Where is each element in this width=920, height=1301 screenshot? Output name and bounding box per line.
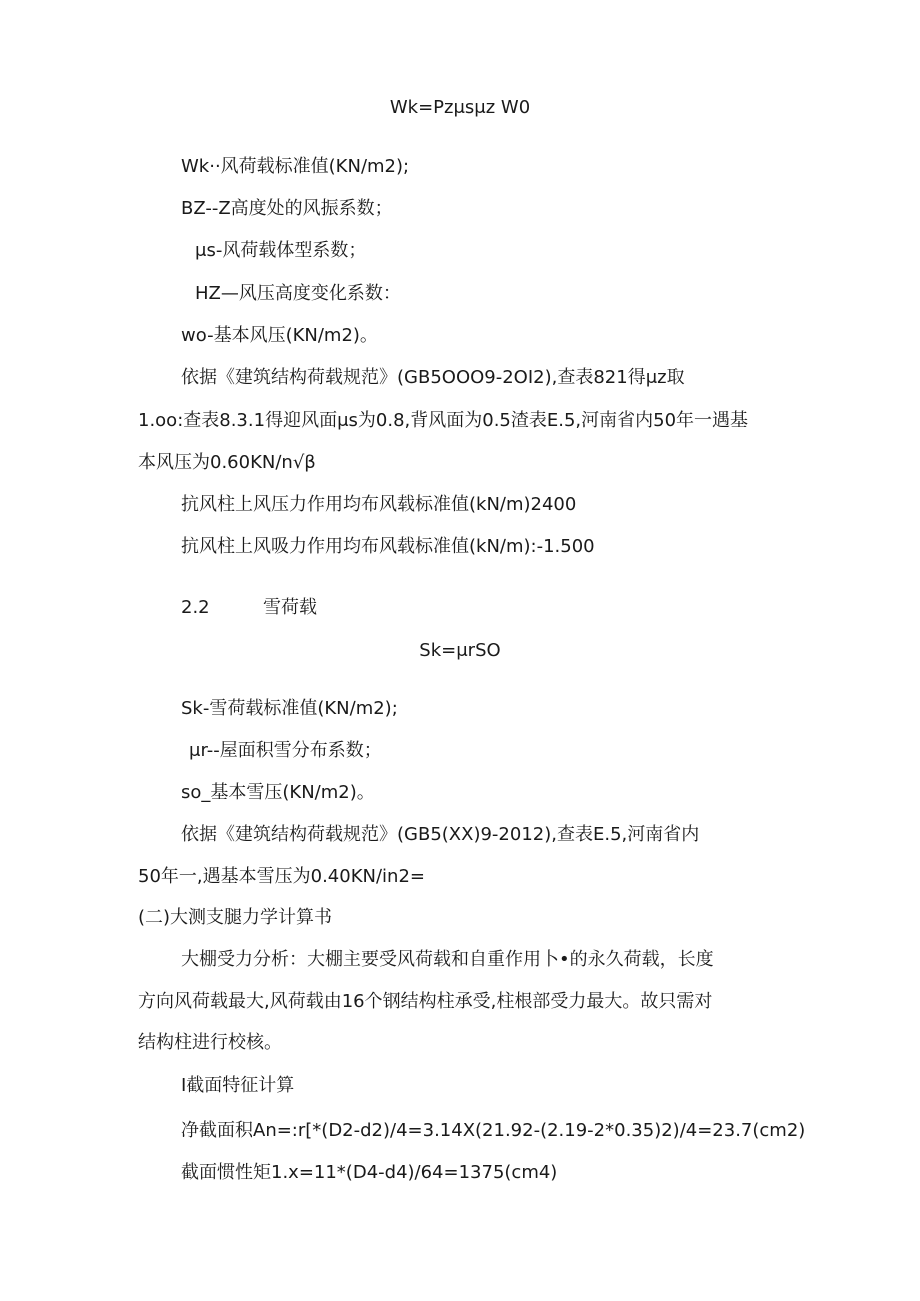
wind-def-hz: HZ—风压高度变化系数： (195, 283, 401, 304)
calc-subheading: I截面特征计算 (181, 1075, 295, 1096)
wind-basis-line-3: 本风压为0.60KN∕n√β (138, 452, 316, 473)
calc-para-line-2: 方向风荷载最大,风荷载由16个钢结构柱承受,柱根部受力最大。故只需对 (138, 991, 713, 1012)
wind-def-wo: wo-基本风压(KN/m2)。 (181, 325, 378, 346)
snow-formula: Sk=μrSO (419, 640, 501, 661)
snow-def-so: so_基本雪压(KN/m2)。 (181, 782, 375, 803)
calc-heading: (二)大测支腿力学计算书 (138, 907, 333, 928)
snow-basis-line-2: 50年一,遇基本雪压为0.40KN∕in2= (138, 866, 425, 887)
wind-pressure-line: 抗风柱上风压力作用均布风载标准值(kN∕m)2400 (181, 494, 577, 515)
wind-def-bz: BZ--Z高度处的风振系数； (181, 198, 393, 219)
snow-def-sk: Sk-雪荷载标准值(KN∕m2); (181, 698, 398, 719)
calc-para-line-3: 结构柱进行校核。 (138, 1032, 282, 1053)
snow-section-title: 雪荷载 (263, 597, 317, 618)
calc-area-line: 净截面积An=:r[*(D2-d2)/4=3.14X(21.92-(2.19-2*0.35)2)/4=23.7(cm2) (181, 1120, 806, 1141)
wind-basis-line-1: 依据《建筑结构荷载规范》(GB5OOO9-2OI2),查表821得μz取 (181, 367, 685, 388)
wind-basis-line-2: 1.oo:查表8.3.1得迎风面μs为0.8,背风面为0.5渣表E.5,河南省内50年一遇基 (138, 410, 749, 431)
wind-suction-line: 抗风柱上风吸力作用均布风载标准值(kN∕m):-1.500 (181, 536, 595, 557)
wind-def-wk: Wk··风荷载标准值(KN/m2); (181, 156, 410, 177)
snow-basis-line-1: 依据《建筑结构荷载规范》(GB5(XX)9-2012),查表E.5,河南省内 (181, 824, 700, 845)
calc-inertia-line: 截面惯性矩1.x=11*(D4-d4)/64=1375(cm4) (181, 1162, 558, 1183)
calc-para-line-1: 大棚受力分析：大棚主要受风荷载和自重作用卜•的永久荷载，长度 (181, 949, 714, 970)
snow-def-mur: μr--屋面积雪分布系数； (189, 740, 382, 761)
wind-def-mus: μs-风荷载体型系数； (195, 240, 367, 261)
wind-formula: Wk=Pzμsμz W0 (389, 97, 531, 118)
snow-section-number: 2.2 (181, 597, 210, 618)
